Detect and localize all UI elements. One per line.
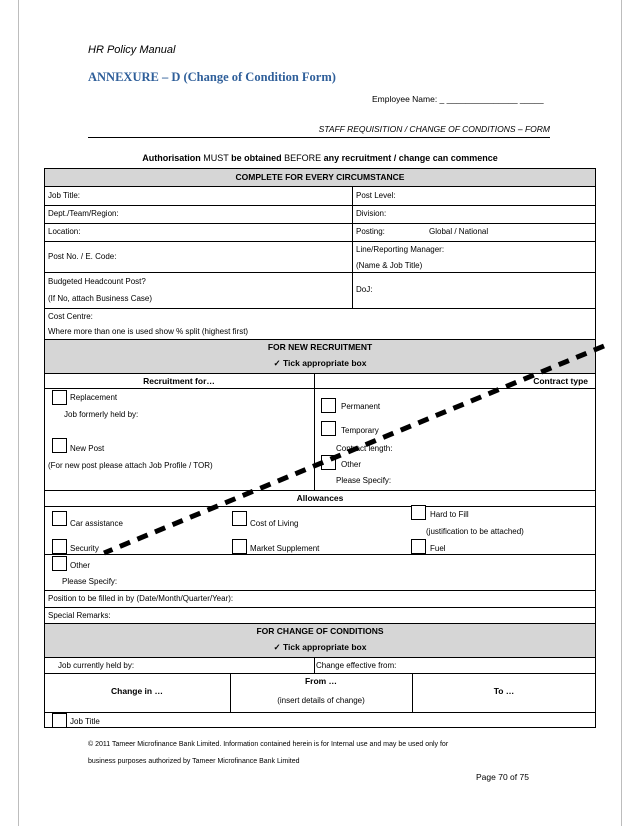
to-heading: To … <box>493 686 515 696</box>
recruitment-for-heading: Recruitment for… <box>143 376 215 386</box>
line-manager-sub: (Name & Job Title) <box>356 261 423 270</box>
post-no-label[interactable]: Post No. / E. Code: <box>48 252 117 261</box>
please-specify-allowance[interactable]: Please Specify: <box>62 577 118 586</box>
special-remarks-label[interactable]: Special Remarks: <box>48 611 111 620</box>
headcount-sub: (If No, attach Business Case) <box>48 294 153 303</box>
from-heading: From … <box>304 676 338 686</box>
auth-b: MUST <box>203 153 229 163</box>
auth-e: any recruitment / change can commence <box>323 153 498 163</box>
line-manager-label[interactable]: Line/Reporting Manager: <box>356 245 445 254</box>
auth-c: be obtained <box>231 153 282 163</box>
cost-of-living-label: Cost of Living <box>250 519 299 528</box>
auth-d: BEFORE <box>284 153 322 163</box>
hard-to-fill-label: Hard to Fill <box>430 510 469 519</box>
dashed-stroke <box>104 346 604 553</box>
security-label: Security <box>70 544 99 553</box>
doj-label[interactable]: DoJ: <box>356 285 373 294</box>
other-contract-label: Other <box>341 460 362 469</box>
change-effective-label[interactable]: Change effective from: <box>316 661 397 670</box>
section2-title: FOR NEW RECRUITMENT <box>267 342 373 352</box>
car-assistance-label: Car assistance <box>70 519 123 528</box>
posting-value[interactable]: Global / National <box>429 227 489 236</box>
division-label[interactable]: Division: <box>356 209 387 218</box>
section2-tick: ✓ Tick appropriate box <box>273 358 367 368</box>
job-current-label[interactable]: Job currently held by: <box>58 661 135 670</box>
fuel-label: Fuel <box>430 544 446 553</box>
cost-centre-label[interactable]: Cost Centre: <box>48 312 93 321</box>
posting-label[interactable]: Posting: <box>356 227 385 236</box>
change-in-heading: Change in … <box>111 686 163 696</box>
from-sub: (insert details of change) <box>277 696 365 705</box>
job-title-change-label: Job Title <box>70 717 100 726</box>
new-post-label: New Post <box>70 444 105 453</box>
job-formerly-label[interactable]: Job formerly held by: <box>64 410 139 419</box>
cost-centre-sub: Where more than one is used show % split (highest first) <box>48 327 249 336</box>
new-post-sub: (For new post please attach Job Profile / TOR) <box>48 461 213 470</box>
please-specify-contract[interactable]: Please Specify: <box>336 476 392 485</box>
other-allowance-label: Other <box>70 561 91 570</box>
footer-copyright: © 2011 Tameer Microfinance Bank Limited. Information contained herein is for Internal use and may be used only for <box>88 741 449 748</box>
form-title: STAFF REQUISITION / CHANGE OF CONDITIONS – FORM <box>88 124 550 138</box>
temporary-label: Temporary <box>341 426 379 435</box>
headcount-label[interactable]: Budgeted Headcount Post? <box>48 277 146 286</box>
position-filled-label[interactable]: Position to be filled in by (Date/Month/Quarter/Year): <box>48 594 234 603</box>
footer-copyright-line2: business purposes authorized by Tameer Microfinance Bank Limited <box>88 758 300 765</box>
auth-a: Authorisation <box>142 153 201 163</box>
contract-type-text: Contract type <box>533 376 588 386</box>
hard-to-fill-sub: (justification to be attached) <box>426 527 524 536</box>
allowances-heading: Allowances <box>296 493 344 503</box>
section3-title: FOR CHANGE OF CONDITIONS <box>256 626 384 636</box>
manual-title: HR Policy Manual <box>88 44 176 56</box>
section1-title: COMPLETE FOR EVERY CIRCUMSTANCE <box>235 172 405 182</box>
contract-length-label[interactable]: Contract length: <box>336 444 393 453</box>
dept-label[interactable]: Dept./Team/Region: <box>48 209 119 218</box>
job-title-label[interactable]: Job Title: <box>48 191 81 200</box>
permanent-label: Permanent <box>341 402 381 411</box>
page-number: Page 70 of 75 <box>476 772 529 782</box>
location-label[interactable]: Location: <box>48 227 81 236</box>
replacement-label: Replacement <box>70 393 118 402</box>
annexure-title: ANNEXURE – D (Change of Condition Form) <box>88 70 336 84</box>
market-supplement-label: Market Supplement <box>250 544 320 553</box>
employee-name-field[interactable]: Employee Name: _ _______________ _____ <box>372 94 544 104</box>
section3-tick: ✓ Tick appropriate box <box>273 642 367 652</box>
post-level-label[interactable]: Post Level: <box>356 191 396 200</box>
